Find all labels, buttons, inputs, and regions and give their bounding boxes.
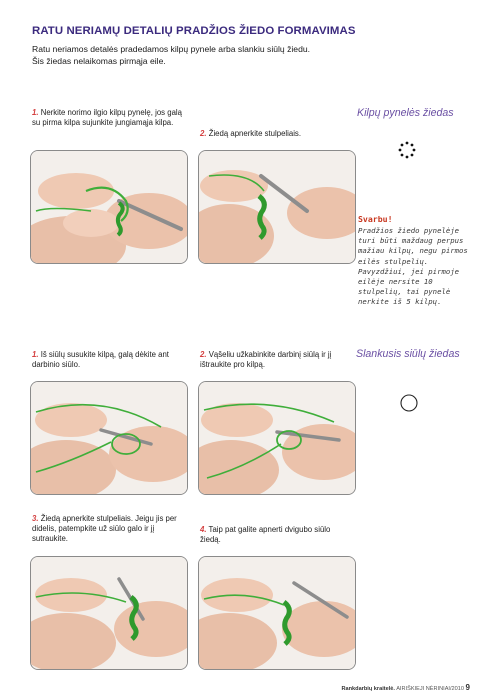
footer-publication: Rankdarbių kraitelė. — [341, 686, 395, 692]
photo-sliding-step-2 — [198, 381, 356, 495]
photo-sliding-step-3 — [30, 556, 188, 670]
intro-line-1: Ratu neriamos detalės pradedamos kilpų pynele arba slankiu siūlų žiedu. — [32, 44, 311, 54]
photo-sliding-step-1 — [30, 381, 188, 495]
section-heading-chain-ring: Kilpų pynelės žiedas — [357, 107, 454, 119]
chain-ring-symbol-icon — [397, 140, 417, 160]
photo-sliding-step-4 — [198, 556, 356, 670]
step-text: Vąšeliu užkabinkite darbinį siūlą ir jį ištraukite pro kilpą. — [200, 350, 332, 370]
step-2-chain — [200, 129, 350, 139]
step-4-sliding — [200, 525, 350, 545]
step-text: Taip pat galite apnerti dvigubo siūlo žiedą. — [200, 525, 331, 545]
page-footer — [341, 683, 470, 692]
photo-chain-step-1 — [30, 150, 188, 264]
page-title: RATU NERIAMŲ DETALIŲ PRADŽIOS ŽIEDO FORMAVIMAS — [32, 25, 356, 37]
intro-line-2: Šis žiedas nelaikomas pirmąja eile. — [32, 55, 166, 66]
step-number: 1. — [32, 350, 39, 359]
step-text: Žiedą apnerkite stulpeliais. Jeigu jis per didelis, patempkite už siūlo galo ir jį sutraukite. — [32, 514, 177, 544]
step-text: Žiedą apnerkite stulpeliais. — [208, 129, 302, 138]
step-text: Iš siūlų susukite kilpą, galą dėkite ant darbinio siūlo. — [32, 350, 169, 370]
important-title: Svarbu! — [358, 214, 393, 224]
section-heading-sliding-ring: Slankusis siūlų žiedas — [356, 348, 460, 360]
step-number: 3. — [32, 514, 39, 523]
page-number: 9 — [465, 683, 470, 692]
photo-chain-step-2 — [198, 150, 356, 264]
step-text: Nerkite norimo ilgio kilpų pynelę, jos galą su pirma kilpa sujunkite jungiamąja kilpa. — [32, 108, 182, 128]
step-number: 2. — [200, 350, 207, 359]
step-number: 2. — [200, 129, 207, 138]
step-1-sliding — [32, 350, 182, 370]
step-2-sliding — [200, 350, 350, 370]
sliding-ring-symbol-icon — [399, 393, 419, 413]
step-3-sliding — [32, 514, 182, 545]
important-text: Pradžios žiedo pynelėje turi būti maždaug perpus mažiau kilpų, negu pirmos eilės stulpelių. Pavyzdžiui, jei pirmoje eilėje nersite 10 stulpelių, tai pynelė nerkite iš 5 kilpų. — [358, 226, 468, 307]
step-number: 4. — [200, 525, 207, 534]
footer-issue: AIRIŠKIEJI NĖRINIAI/2010 — [396, 686, 464, 692]
step-1-chain — [32, 108, 192, 128]
step-number: 1. — [32, 108, 39, 117]
intro-text — [32, 44, 332, 67]
